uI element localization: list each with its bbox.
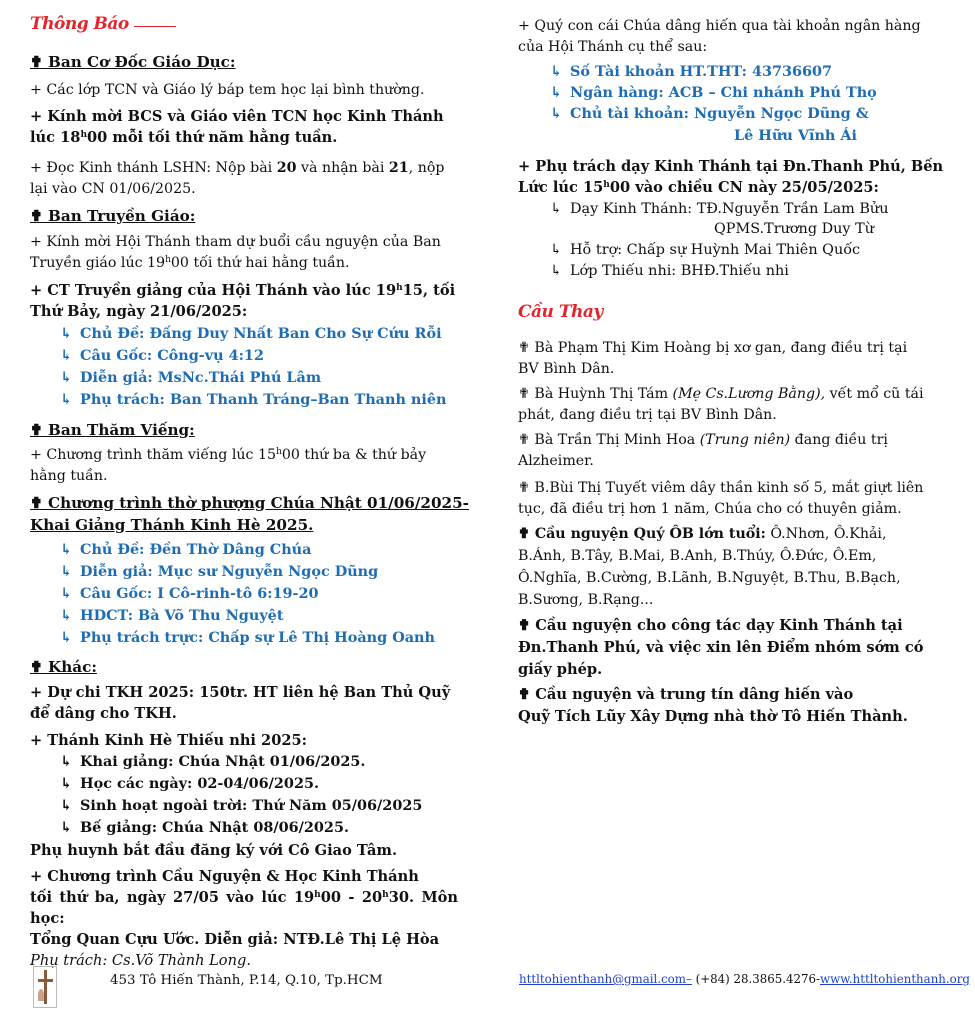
bank-item: ↳ Số Tài khoản HT.THT: 43736607 [550,61,832,83]
arrow-icon: ↳ [60,369,73,386]
section-title-btg: ✟ Ban Truyền Giáo: [30,207,196,225]
arrow-icon: ↳ [60,347,73,364]
website-link[interactable]: www.httltohienthanh.org [820,972,970,986]
kt-item-continued: QPMS.Trương Duy Từ [714,221,874,237]
arrow-icon: ↳ [60,775,73,792]
arrow-icon: ↳ [550,63,563,80]
arrow-icon: ↳ [60,585,73,602]
bank-item-continued: Lê Hữu Vĩnh Ái [734,127,858,144]
arrow-icon: ↳ [60,629,73,646]
arrow-icon: ↳ [60,325,73,342]
prayer-3: ✟ Bà Trần Thị Minh Hoa (Trung niên) đang điều trị Alzheimer. [518,432,888,469]
kt-item: ↳ Lớp Thiếu nhi: BHĐ.Thiếu nhi [550,261,789,283]
arrow-icon: ↳ [60,541,73,558]
khac-paragraph-2: + Thánh Kinh Hè Thiếu nhi 2025: [30,732,308,749]
khac-paragraph-1: + Dự chi TKH 2025: 150tr. HT liên hệ Ban Thủ Quỹ để dâng cho TKH. [30,684,451,722]
prayer-2: ✟ Bà Huỳnh Thị Tám (Mẹ Cs.Lương Bằng), vết mổ cũ tái phát, đang điều trị tại BV Bình Dân. [518,386,924,423]
btg-paragraph-1: + Kính mời Hội Thánh tham dự buổi cầu nguyện của Ban Truyền giáo lúc 19$^h$00 tối thứ hai hằng tuần. [30,234,441,271]
btg-item: ↳ Chủ Đề: Đấng Duy Nhất Ban Cho Sự Cứu Rỗi [60,323,442,345]
arrow-icon: ↳ [550,201,563,217]
ctp-item: ↳ Chủ Đề: Đền Thờ Dâng Chúa [60,539,311,561]
church-logo [33,966,57,1008]
phone-number: (+84) 28.3865.4276- [691,972,821,986]
btg-item: ↳ Phụ trách: Ban Thanh Tráng–Ban Thanh niên [60,389,446,411]
arrow-icon: ↳ [60,819,73,836]
arrow-icon: ↳ [60,563,73,580]
khac-item: ↳ Sinh hoạt ngoài trời: Thứ Năm 05/06/2025 [60,795,422,817]
khac-paragraph-4: + Chương trình Cầu Nguyện & Học Kinh Thánh tối thứ ba, ngày 27/05 vào lúc 19$^h$00 - 20$^h$30. Môn học: Tổng Quan Cựu Ước. Diễn giả: NTĐ.Lê Thị Lệ Hòa Phụ trách: Cs.Võ Thành Long. [30,868,458,969]
arrow-icon: ↳ [60,797,73,814]
khac-item: ↳ Học các ngày: 02-04/06/2025. [60,773,319,795]
donation-paragraph: + Quý con cái Chúa dâng hiến qua tài khoản ngân hàng của Hội Thánh cụ thể sau: [518,18,921,55]
cau-thay-header: Cầu Thay [518,302,603,322]
arrow-icon: ↳ [550,263,563,279]
btg-item: ↳ Diễn giả: MsNc.Thái Phú Lâm [60,367,321,389]
email-link[interactable]: httltohienthanh@gmail.com– [519,972,692,986]
arrow-icon: ↳ [550,84,563,101]
ctp-item: ↳ Phụ trách trực: Chấp sự Lê Thị Hoàng Oanh [60,627,435,649]
bcd-paragraph-3: + Đọc Kinh thánh LSHN: Nộp bài 20 và nhận bài 21, nộp lại vào CN 01/06/2025. [30,160,445,197]
arrow-icon: ↳ [60,753,73,770]
header-underline [134,26,176,27]
kt-paragraph: + Phụ trách dạy Kinh Thánh tại Đn.Thanh Phú, Bến Lức lúc 15$^h$00 vào chiều CN này 25/05/2025: [518,158,944,196]
btg-item: ↳ Câu Gốc: Công-vụ 4:12 [60,345,264,367]
arrow-icon: ↳ [60,607,73,624]
arrow-icon: ↳ [550,242,563,258]
section-title-khac: ✟ Khác: [30,658,97,676]
section-title-ctp: ✟ Chương trình thờ phượng Chúa Nhật 01/06/2025- Khai Giảng Thánh Kinh Hè 2025. [30,494,469,534]
arrow-icon: ↳ [550,105,563,122]
prayer-6: ✟ Cầu nguyện cho công tác dạy Kinh Thánh tại Đn.Thanh Phú, và việc xin lên Điểm nhóm sớm có giấy phép. [518,617,924,678]
bank-item: ↳ Ngân hàng: ACB – Chi nhánh Phú Thọ [550,82,877,104]
arrow-icon: ↳ [60,391,73,408]
bcd-paragraph-1: + Các lớp TCN và Giáo lý báp tem học lại bình thường. [30,82,425,98]
thong-bao-header: Thông Báo [30,14,176,34]
footer-address: 453 Tô Hiến Thành, P.14, Q.10, Tp.HCM [110,973,383,988]
bcd-paragraph-2: + Kính mời BCS và Giáo viên TCN học Kinh Thánh lúc 18$^h$00 mỗi tối thứ năm hằng tuần. [30,108,444,146]
prayer-5: ✟ Cầu nguyện Quý ÔB lớn tuổi: Ô.Nhơn, Ô.Khải, B.Ánh, B.Tây, B.Mai, B.Anh, B.Thúy, Ô.Đức, Ô.Em, Ô.Nghĩa, B.Cường, B.Lãnh, B.Nguyệt, B.Thu, B.Bạch, B.Sương, B.Rạng... [518,526,901,608]
kt-item: ↳ Hỗ trợ: Chấp sự Huỳnh Mai Thiên Quốc [550,240,860,262]
bank-item: ↳ Chủ tài khoản: Nguyễn Ngọc Dũng & [550,103,869,125]
khac-paragraph-3: Phụ huynh bắt đầu đăng ký với Cô Giao Tâm. [30,842,398,859]
footer-contact [519,972,970,986]
prayer-1: ✟ Bà Phạm Thị Kim Hoàng bị xơ gan, đang điều trị tại BV Bình Dân. [518,340,908,377]
footer [0,962,975,1024]
ctp-item: ↳ Diễn giả: Mục sư Nguyễn Ngọc Dũng [60,561,378,583]
kt-item: ↳ Dạy Kinh Thánh: TĐ.Nguyễn Trần Lam Bửu [550,199,888,221]
khac-item: ↳ Bế giảng: Chúa Nhật 08/06/2025. [60,817,349,839]
btv-paragraph-1: + Chương trình thăm viếng lúc 15$^h$00 thứ ba & thứ bảy hằng tuần. [30,447,427,484]
khac-item: ↳ Khai giảng: Chúa Nhật 01/06/2025. [60,751,365,773]
ctp-item: ↳ Câu Gốc: I Cô-rinh-tô 6:19-20 [60,583,319,605]
prayer-7: ✟ Cầu nguyện và trung tín dâng hiến vào Quỹ Tích Lũy Xây Dựng nhà thờ Tô Hiến Thành. [518,686,908,725]
btg-paragraph-2: + CT Truyền giảng của Hội Thánh vào lúc 19$^h$15, tối Thứ Bảy, ngày 21/06/2025: [30,282,456,320]
section-title-bcd: ✟ Ban Cơ Đốc Giáo Dục: [30,53,236,71]
ctp-item: ↳ HDCT: Bà Võ Thu Nguyệt [60,605,283,627]
section-title-btv: ✟ Ban Thăm Viếng: [30,421,195,439]
prayer-4: ✟ B.Bùi Thị Tuyết viêm dây thần kinh số 5, mắt giựt liên tục, đã điều trị hơn 1 năm, Chúa cho có thuyên giảm. [518,480,924,517]
